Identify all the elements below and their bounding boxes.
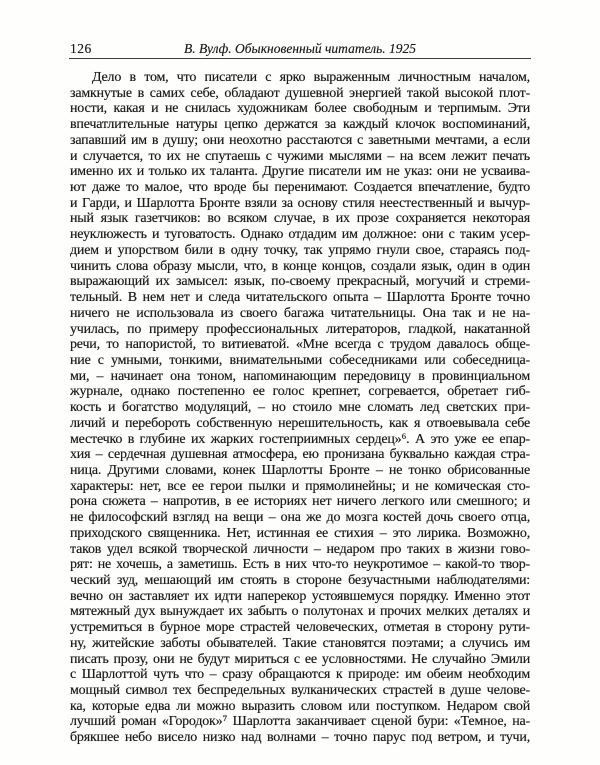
text-line: писать прозу, они не будут мириться с ее условностями. Не случайно Эмили bbox=[70, 651, 530, 667]
text-line: личий и перебороть собственную нерешительность, как я отвоевывала себе bbox=[70, 415, 530, 431]
text-line: и случается, то их не спутаешь с чужими мыслями – на всем лежит печать bbox=[70, 148, 530, 164]
text-line: замкнутые в самих себе, обладают душевной энергией такой высокой плот- bbox=[70, 85, 530, 101]
text-line: кость и богатство модуляций, – но стоило мне сломать лед светских при- bbox=[70, 400, 530, 416]
text-line: мощный символ тех беспредельных вулканических страстей в душе челове- bbox=[70, 683, 530, 699]
text-line: лучший роман «Городок»⁷ Шарлотта заканчивает сценой бури: «Темное, на- bbox=[70, 714, 530, 730]
text-line: ну, житейские заботы обывателей. Такие становятся поэтами; а случись им bbox=[70, 635, 530, 651]
text-line: рона сюжета – напротив, в ее историях нет ничего легкого или смешного; и bbox=[70, 494, 530, 510]
text-line: рят: не хочешь, а заметишь. Есть в них что-то неукротимое – какой-то твор- bbox=[70, 557, 530, 573]
page-number: 126 bbox=[70, 41, 92, 56]
header-rule bbox=[69, 58, 531, 59]
text-line: характеры: нет, все ее герои пылки и прямолинейны; и не комическая сто- bbox=[70, 478, 530, 494]
body-text bbox=[70, 70, 530, 746]
text-line: тельный. В нем нет и следа читательского опыта – Шарлотта Бронте точно bbox=[70, 290, 530, 306]
text-line: журнале, однако постепенно ее голос крепнет, согревается, обретает гиб- bbox=[70, 384, 530, 400]
text-line: чинить слова образу мысли, что, в конце концов, создали язык, один в один bbox=[70, 258, 530, 274]
text-line: неуклюжесть и туговатость. Однако отдадим им должное: они с таким усер- bbox=[70, 227, 530, 243]
text-line: ничего не использовала из своего багажа читательницы. Она так и не на- bbox=[70, 305, 530, 321]
text-line: ка, которые едва ли можно выразить словом или поступком. Недаром свой bbox=[70, 698, 530, 714]
text-line: хия – сердечная душевная атмосфера, ею пронизана буквально каждая стра- bbox=[70, 447, 530, 463]
text-line: ние с умными, тонкими, внимательными собеседниками или собеседница- bbox=[70, 352, 530, 368]
text-line: выражающий их замысел: язык, по-своему прекрасный, могучий и стреми- bbox=[70, 274, 530, 290]
text-line: брякшее небо висело низко над волнами – точно парус под ветром, и тучи, bbox=[70, 730, 530, 746]
text-line: запавший им в душу; они неохотно расстаются с заветными мечтами, а если bbox=[70, 132, 530, 148]
text-line: местечко в глубине их жарких гостеприимных сердец»⁶. А это уже ее епар- bbox=[70, 431, 530, 447]
text-line: таков удел всякой творческой личности – недаром про таких в жизни гово- bbox=[70, 541, 530, 557]
text-line: ности, какая и не снилась художникам более свободным и терпимым. Эти bbox=[70, 101, 530, 117]
running-title: В. Вулф. Обыкновенный читатель. 1925 bbox=[183, 41, 417, 56]
text-line: ми, – начинает она тоном, напоминающим передовицу в провинциальном bbox=[70, 368, 530, 384]
text-line: дием и упорством били в одну точку, так упрямо гнули свое, стараясь под- bbox=[70, 242, 530, 258]
text-line: не философский взгляд на вещи – она же до мозга костей дочь своего отца, bbox=[70, 510, 530, 526]
text-line: Дело в том, что писатели с ярко выраженным личностным началом, bbox=[92, 70, 530, 85]
text-line: ческий зуд, мешающий им стоять в стороне безучастными наблюдателями: bbox=[70, 573, 530, 588]
text-line: вечно он заставляет их идти наперекор устоявшемуся порядку. Именно этот bbox=[70, 588, 530, 604]
text-line: приходского священника. Нет, истинная ее стихия – это лирика. Возможно, bbox=[70, 525, 530, 541]
text-line: ница. Другими словами, конек Шарлотты Бронте – не тонко обрисованные bbox=[70, 462, 530, 478]
text-line: речи, то напористой, то витиеватой. «Мне всегда с трудом давалось обще- bbox=[70, 337, 530, 353]
text-line: с Шарлоттой чуть что – сразу обращаются к природе: им обеим необходим bbox=[70, 667, 530, 683]
text-line: и Гарди, и Шарлотта Бронте взяли за основу стиля неестественный и вычур- bbox=[70, 195, 530, 211]
text-line: именно их и только их таланта. Другие писатели им не указ: они не усваива- bbox=[70, 164, 530, 180]
page-header bbox=[70, 40, 530, 57]
text-line: мятежный дух вынуждает их забыть о полутонах и прочих мелких деталях и bbox=[70, 604, 530, 620]
text-line: ный язык газетчиков: во всяком случае, в их прозе сохраняется некоторая bbox=[70, 211, 530, 227]
text-line: училась, по примеру профессиональных литераторов, гладкой, накатанной bbox=[70, 321, 530, 337]
text-line: впечатлительные натуры цепко держатся за каждый клочок воспоминаний, bbox=[70, 117, 530, 133]
text-line: ют даже то малое, что вроде бы перенимают. Создается впечатление, будто bbox=[70, 180, 530, 196]
text-line: устремиться в бурное море страстей человеческих, отметая в сторону рути- bbox=[70, 620, 530, 636]
